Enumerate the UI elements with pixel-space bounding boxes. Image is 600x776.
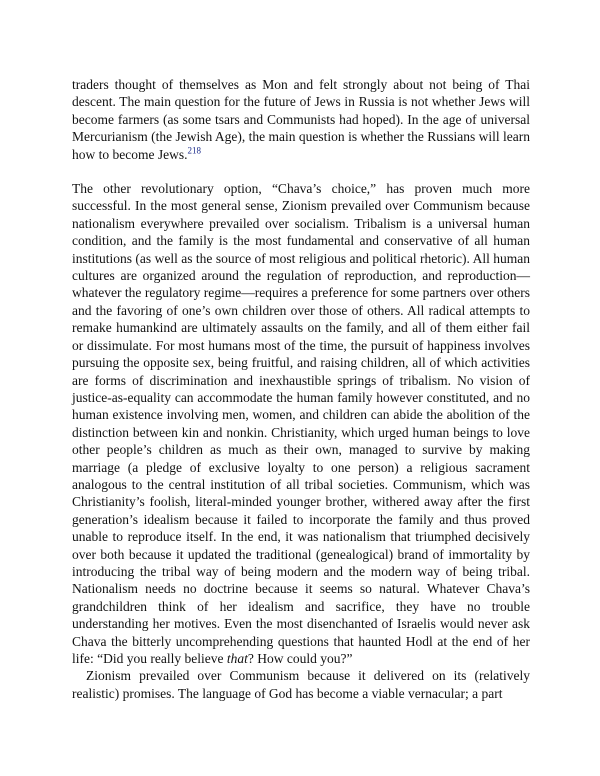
paragraph-3 — [72, 667, 530, 702]
paragraph-2-text-end: ? How could you?” — [247, 651, 353, 666]
document-page — [72, 76, 530, 702]
footnote-reference[interactable]: 218 — [187, 145, 201, 156]
paragraph-3-text: Zionism prevailed over Communism because it delivered on its (relatively realistic) promises. The language of God has become a viable vernacular; a part — [72, 668, 530, 701]
paragraph-1-text: traders thought of themselves as Mon and felt strongly about not being of Thai descent. The main question for the future of Jews in Russia is not whether Jews will become farmers (as some tsars and Communists had hoped). In the age of universal Mercurianism (the Jewish Age), the main question is whether the Russians will learn how to become Jews. — [72, 77, 530, 162]
paragraph-2 — [72, 180, 530, 667]
paragraph-1 — [72, 76, 530, 163]
paragraph-2-emphasis: that — [226, 651, 248, 666]
paragraph-2-text-start: The other revolutionary option, “Chava’s choice,” has proven much more successful. In the most general sense, Zionism prevailed over Communism because nationalism everywhere prevailed over socialism. Tribalism is a universal human condition, and the family is the most fundamental and conservative of all human institutions (as well as the source of most religious and political rhetoric). All human cultures are organized around the regulation of reproduction, and reproduction—whatever the regulatory regime—requires a preference for some partners over others and the favoring of one’s own children over those of others. All radical attempts to remake humankind are ultimately assaults on the family, and all of them either fail or dissimulate. For most humans most of the time, the pursuit of happiness involves pursuing the opposite sex, being fruitful, and raising children, all of which activities are forms of discrimination and inexhaustible springs of tribalism. No vision of justice-as-equality can accommodate the human family however constituted, and no human existence involving men, women, and children can abide the abolition of the distinction between kin and nonkin. Christianity, which urged human beings to love other people’s children as much as their own, managed to survive by making marriage (a pledge of exclusive loyalty to one person) a religious sacrament analogous to the central institution of all tribal societies. Communism, which was Christianity’s foolish, literal-minded younger brother, withered away after the first generation’s idealism because it failed to incorporate the family and thus proved unable to reproduce itself. In the end, it was nationalism that triumphed decisively over both because it updated the traditional (genealogical) brand of immortality by introducing the tribal way of being modern and the modern way of being tribal. Nationalism needs no doctrine because it seems so natural. Whatever Chava’s grandchildren think of her idealism and sacrifice, they have no trouble understanding her motives. Even the most disenchanted of Israelis would never ask Chava the bitterly uncomprehending questions that haunted Hodl at the end of her life: “Did you really believe — [72, 181, 530, 666]
